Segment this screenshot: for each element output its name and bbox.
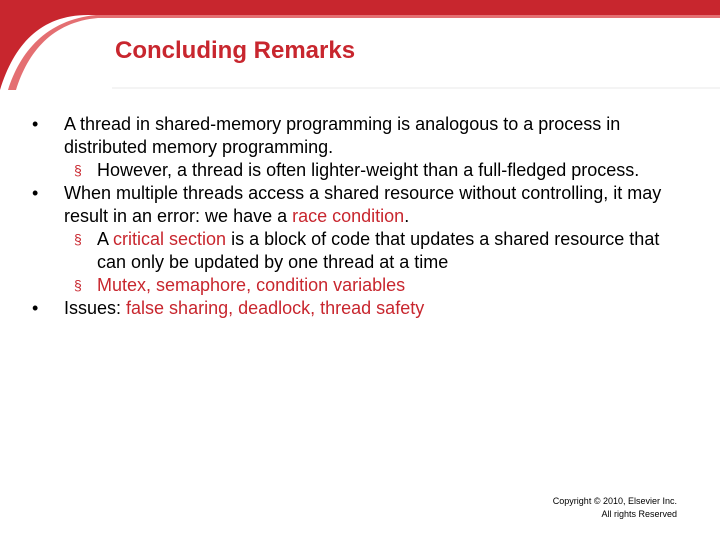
bullet-text: However, a thread is often lighter-weight than a full-fledged process. [97, 160, 640, 180]
sub-bullet-square-icon: § [74, 162, 82, 178]
bullet-dot-icon: • [32, 298, 39, 318]
sub-bullet-square-icon: § [74, 231, 82, 247]
bullet-text: Issues: [64, 298, 127, 318]
sub-bullet-item [0, 228, 720, 274]
bullet-text: A thread in shared-memory programming is analogous to a process in distributed memory programming. [64, 114, 621, 157]
copyright-line-1: Copyright © 2010, Elsevier Inc. [552, 496, 677, 506]
bullet-text: . [404, 206, 410, 226]
sub-bullet-square-icon: § [74, 277, 82, 293]
copyright-line-2: All rights Reserved [601, 509, 677, 519]
highlighted-term: critical section [113, 229, 227, 249]
slide-title: Concluding Remarks [115, 37, 356, 64]
bullet-text: When multiple threads access a shared resource without controlling, it may result in an error: we have a [64, 183, 662, 226]
highlighted-term: false sharing, deadlock, thread safety [126, 298, 425, 318]
bullet-item [0, 182, 720, 228]
highlighted-term: Mutex, semaphore, condition variables [97, 275, 406, 295]
bullet-dot-icon: • [32, 183, 39, 203]
bullet-dot-icon: • [32, 114, 39, 134]
bullet-item [0, 297, 720, 320]
bullet-item [0, 113, 720, 159]
sub-bullet-item [0, 274, 720, 297]
bullet-text: is a block of code that updates a shared resource that can only be updated by one thread at a time [97, 229, 660, 272]
bullet-list [0, 113, 720, 320]
sub-bullet-item [0, 159, 720, 182]
bullet-text: A [97, 229, 114, 249]
corner-swoosh-decoration [0, 0, 720, 90]
highlighted-term: race condition [292, 206, 405, 226]
copyright-notice [520, 495, 677, 521]
